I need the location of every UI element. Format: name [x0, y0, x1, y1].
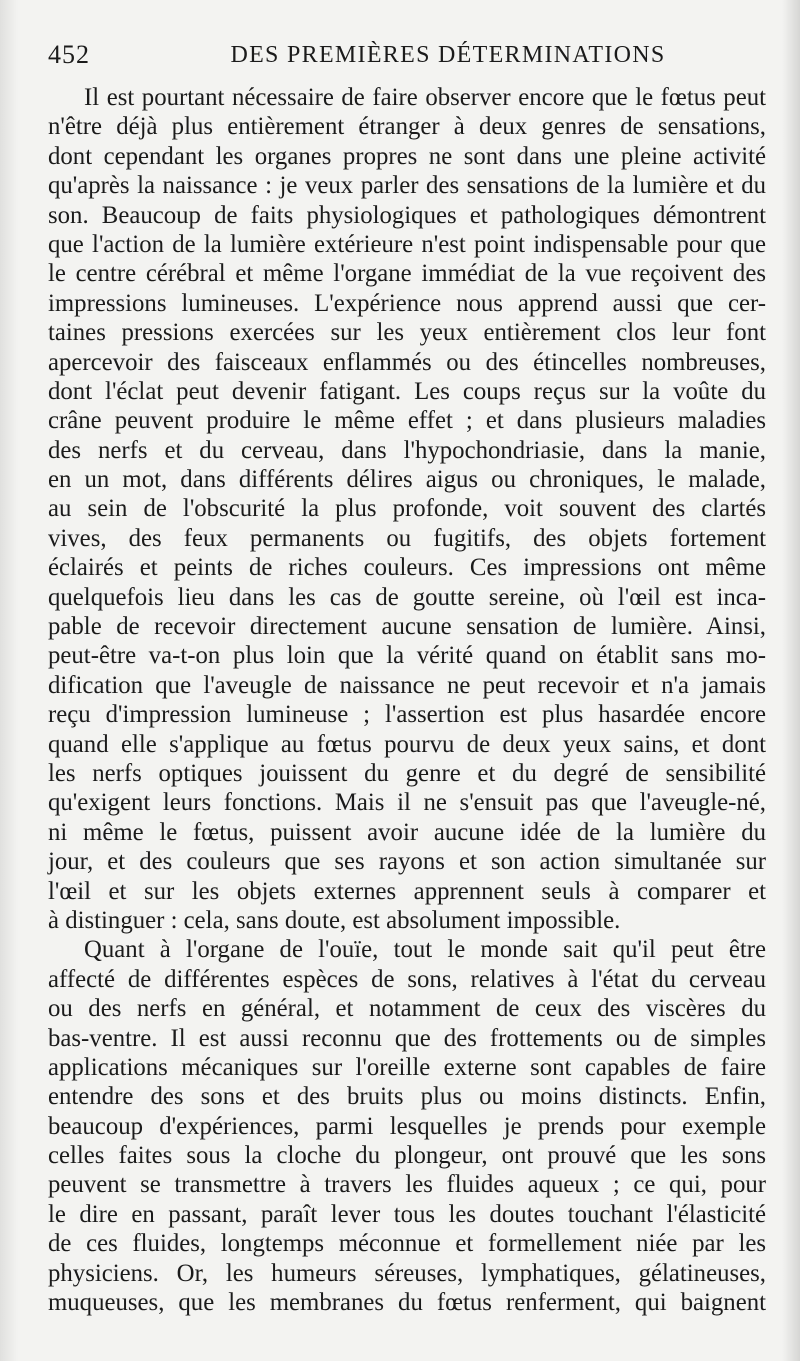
- body-line: quand elle s'applique au fœtus pourvu de deux yeux sains, et dont: [48, 730, 766, 758]
- body-line: des nerfs et du cerveau, dans l'hypochondriasie, dans la manie,: [48, 436, 766, 464]
- page-right-shadow: [782, 0, 800, 1361]
- body-line: dification que l'aveugle de naissance ne peut recevoir et n'a jamais: [48, 671, 766, 699]
- body-line: qu'exigent leurs fonctions. Mais il ne s'ensuit pas que l'aveugle-né,: [48, 789, 766, 817]
- body-line: peuvent se transmettre à travers les fluides aqueux ; ce qui, pour: [48, 1171, 766, 1199]
- body-line: celles faites sous la cloche du plongeur, ont prouvé que les sons: [48, 1142, 766, 1170]
- body-line: le dire en passant, paraît lever tous les doutes touchant l'élasticité: [48, 1200, 766, 1228]
- body-line: que l'action de la lumière extérieure n'est point indispensable pour que: [48, 230, 766, 258]
- body-line: pable de recevoir directement aucune sensation de lumière. Ainsi,: [48, 613, 766, 641]
- body-line: le centre cérébral et même l'organe immédiat de la vue reçoivent des: [48, 260, 766, 288]
- body-line: peut-être va-t-on plus loin que la vérité quand on établit sans mo-: [48, 642, 766, 670]
- body-text: [48, 83, 766, 1317]
- body-line: l'œil et sur les objets externes apprennent seuls à comparer et: [48, 877, 766, 905]
- body-line: vives, des feux permanents ou fugitifs, des objets fortement: [48, 524, 766, 552]
- body-line: apercevoir des faisceaux enflammés ou des étincelles nombreuses,: [48, 348, 766, 376]
- body-line: entendre des sons et des bruits plus ou moins distincts. Enfin,: [48, 1083, 766, 1111]
- body-line: affecté de différentes espèces de sons, relatives à l'état du cerveau: [48, 965, 766, 993]
- body-line: taines pressions exercées sur les yeux entièrement clos leur font: [48, 319, 766, 347]
- page-number: 452: [48, 40, 90, 69]
- body-line: bas-ventre. Il est aussi reconnu que des frottements ou de simples: [48, 1024, 766, 1052]
- body-line: Quant à l'organe de l'ouïe, tout le monde sait qu'il peut être: [84, 936, 766, 964]
- body-line: applications mécaniques sur l'oreille externe sont capables de faire: [48, 1053, 766, 1081]
- body-line: qu'après la naissance : je veux parler des sensations de la lumière et du: [48, 172, 766, 200]
- running-head: DES PREMIÈRES DÉTERMINATIONS: [230, 42, 666, 68]
- body-line: dont cependant les organes propres ne sont dans une pleine activité: [48, 142, 766, 170]
- body-line: quelquefois lieu dans les cas de goutte sereine, où l'œil est inca-: [48, 583, 766, 611]
- body-line: physiciens. Or, les humeurs séreuses, lymphatiques, gélatineuses,: [48, 1259, 766, 1287]
- body-line: reçu d'impression lumineuse ; l'assertion est plus hasardée encore: [48, 701, 766, 729]
- body-line: crâne peuvent produire le même effet ; et dans plusieurs maladies: [48, 407, 766, 435]
- body-line: au sein de l'obscurité la plus profonde, voit souvent des clartés: [48, 495, 766, 523]
- body-line: muqueuses, que les membranes du fœtus renferment, qui baignent: [48, 1289, 766, 1317]
- body-line: jour, et des couleurs que ses rayons et son action simultanée sur: [48, 848, 766, 876]
- body-line: les nerfs optiques jouissent du genre et du degré de sensibilité: [48, 759, 766, 787]
- body-line: Il est pourtant nécessaire de faire observer encore que le fœtus peut: [84, 84, 766, 111]
- body-line: en un mot, dans différents délires aigus ou chroniques, le malade,: [48, 466, 766, 494]
- body-line: de ces fluides, longtemps méconnue et formellement niée par les: [48, 1230, 766, 1258]
- body-line: beaucoup d'expériences, parmi lesquelles je prends pour exemple: [48, 1112, 766, 1140]
- page-left-shadow: [0, 0, 18, 1361]
- body-line: éclairés et peints de riches couleurs. Ces impressions ont même: [48, 554, 766, 582]
- body-line: ou des nerfs en général, et notamment de ceux des viscères du: [48, 995, 766, 1023]
- body-line: dont l'éclat peut devenir fatigant. Les coups reçus sur la voûte du: [48, 377, 766, 405]
- body-line: ni même le fœtus, puissent avoir aucune idée de la lumière du: [48, 818, 766, 846]
- body-line: impressions lumineuses. L'expérience nous apprend aussi que cer-: [48, 289, 766, 317]
- body-line: son. Beaucoup de faits physiologiques et pathologiques démontrent: [48, 201, 766, 229]
- body-line: à distinguer : cela, sans doute, est absolument impossible.: [48, 906, 621, 934]
- page-header: [48, 38, 754, 72]
- body-line: n'être déjà plus entièrement étranger à deux genres de sensations,: [48, 113, 766, 141]
